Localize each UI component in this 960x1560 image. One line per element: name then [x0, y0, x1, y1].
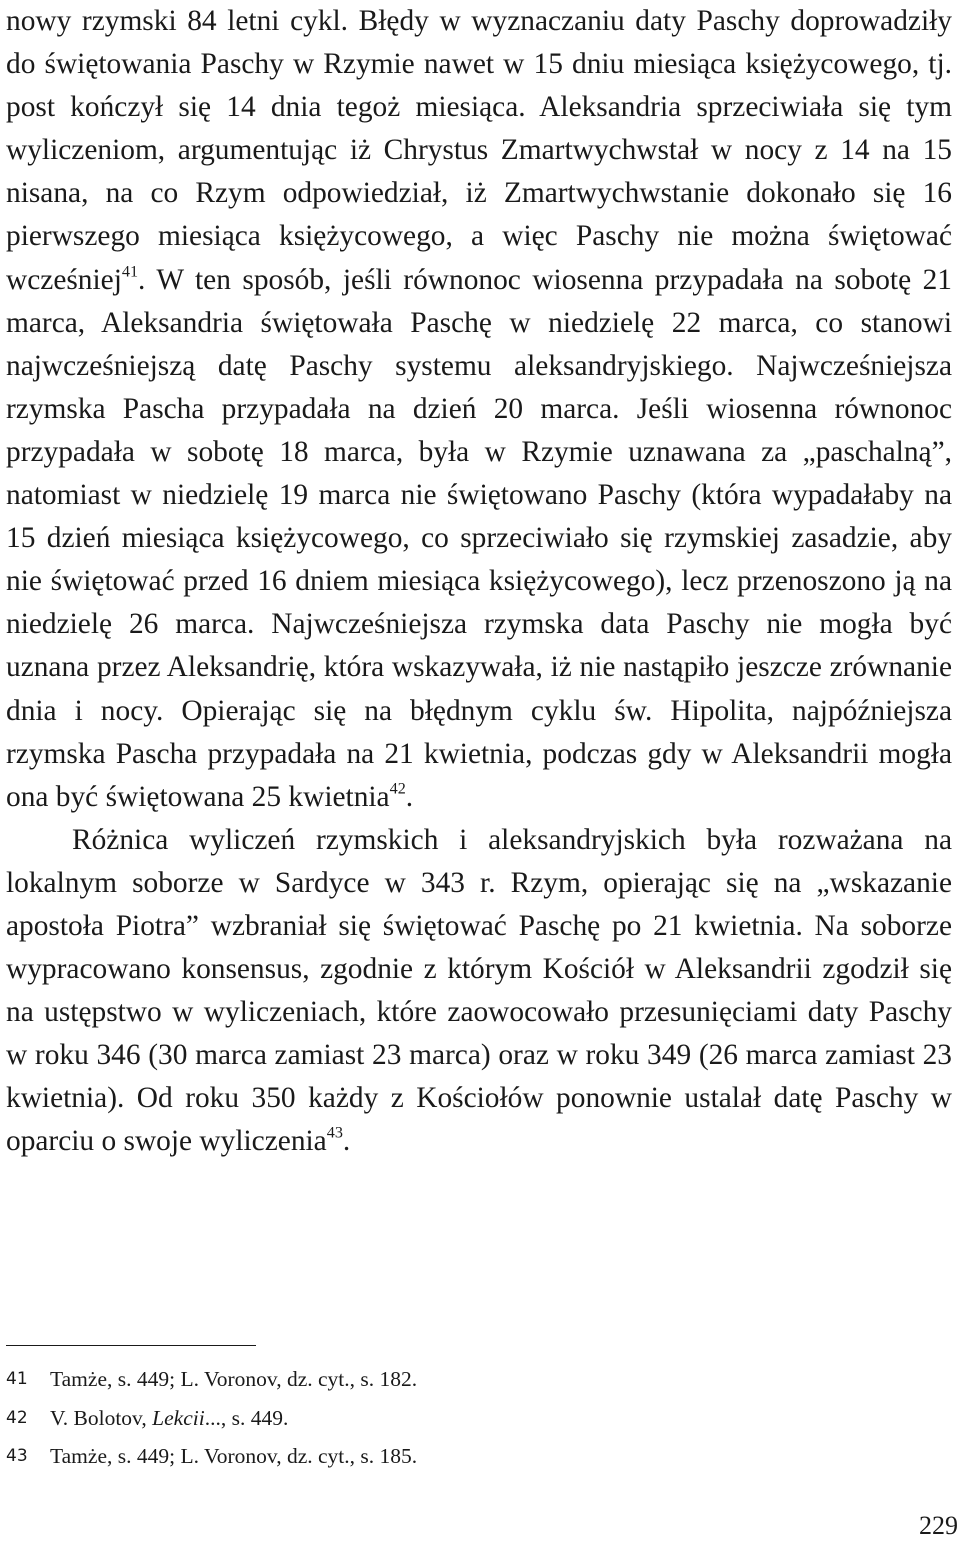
footnote — [6, 1399, 906, 1438]
footnote-number: 43 — [6, 1446, 28, 1466]
footnote-number: 41 — [6, 1369, 28, 1389]
italic-text: Lekcii — [152, 1405, 205, 1430]
footnote-text — [50, 1360, 417, 1399]
text-run: . — [342, 1125, 351, 1158]
text-run: Tamże, s. 449; L. Voronov, dz. cyt., s. 182. — [50, 1367, 418, 1391]
text-run: . W ten sposób, jeśli równonoc wiosenna przypadała na sobotę 21 marca, Aleksandria świętowała Paschę w niedzielę 22 marca, co stanowi najwcześniejszą datę Paschy systemu aleksandryjskiego. Najwcześniejsza rzymska Pascha przypadała na dzień 20 marca. Jeśli wiosenna równonoc przypadała w sobotę 18 marca, była w Rzymie uznawana za „paschalną”, natomiast w niedzielę 19 marca nie świętowano Paschy (która wypadałaby na 15 dzień miesiąca księżycowego, co sprzeciwiało się rzymskiej zasadzie, aby nie świętować przed 16 dniem miesiąca księżycowego), lecz przenoszono ją na niedzielę 26 marca. Najwcześniejsza rzymska data Paschy nie mogła być uznana przez Aleksandrię, która wskazywała, iż nie nastąpiło jeszcze zrównanie dnia i nocy. Opierając się na błędnym cyklu św. Hipolita, najpóźniejsza rzymska Pascha przypadała na 21 kwietnia, podczas gdy w Aleksandrii mogła ona być świętowana 25 kwietnia — [6, 263, 952, 813]
text-run: Tamże, s. 449; L. Voronov, dz. cyt., s. 185. — [50, 1444, 418, 1468]
footnote — [6, 1437, 906, 1476]
text-run: V. Bolotov, — [50, 1405, 153, 1430]
body-text — [6, 0, 952, 1164]
page-number: 229 — [919, 1511, 958, 1540]
paragraph — [6, 819, 952, 1164]
footnote-text — [50, 1399, 288, 1438]
footnote-reference: 43 — [326, 1124, 343, 1142]
footnote — [6, 1360, 906, 1399]
footnote-separator — [6, 1345, 256, 1346]
text-run: Różnica wyliczeń rzymskich i aleksandryjskich była rozważana na lokalnym soborze w Sardyce w 343 r. Rzym, opierając się na „wskazanie apostoła Piotra” wzbraniał się świętować Paschę po 21 kwietnia. Na soborze wypracowano konsensus, zgodnie z którym Kościół w Aleksandrii zgodził się na ustępstwo w wyliczeniach, które zaowocowało przesunięciami daty Paschy w roku 346 (30 marca zamiast 23 marca) oraz w roku 349 (26 marca zamiast 23 kwietnia). Od roku 350 każdy z Kościołów ponownie ustalał datę Paschy w oparciu o swoje wyliczenia — [6, 823, 952, 1158]
footnote-number: 42 — [6, 1407, 28, 1428]
footnote-reference: 42 — [389, 780, 406, 798]
footnote-reference: 41 — [121, 262, 139, 280]
footnotes — [6, 1360, 906, 1476]
text-run: nowy rzymski 84 letni cykl. Błędy w wyznaczaniu daty Paschy doprowadziły do świętowania Paschy w Rzymie nawet w 15 dniu miesiąca księżycowego, tj. post kończył się 14 dnia tegoż miesiąca. Aleksandria sprzeciwiała się tym wyliczeniom, argumentując iż Chrystus Zmartwychwstał w nocy z 14 na 15 nisana, na co Rzym odpowiedział, iż Zmartwychwstanie dokonało się 16 pierwszego miesiąca księżycowego, a więc Paschy nie można świętować wcześniej — [6, 5, 952, 296]
text-run: ..., s. 449. — [204, 1405, 289, 1430]
footnote-text — [50, 1437, 417, 1476]
text-run: . — [405, 780, 414, 813]
paragraph — [6, 0, 952, 819]
